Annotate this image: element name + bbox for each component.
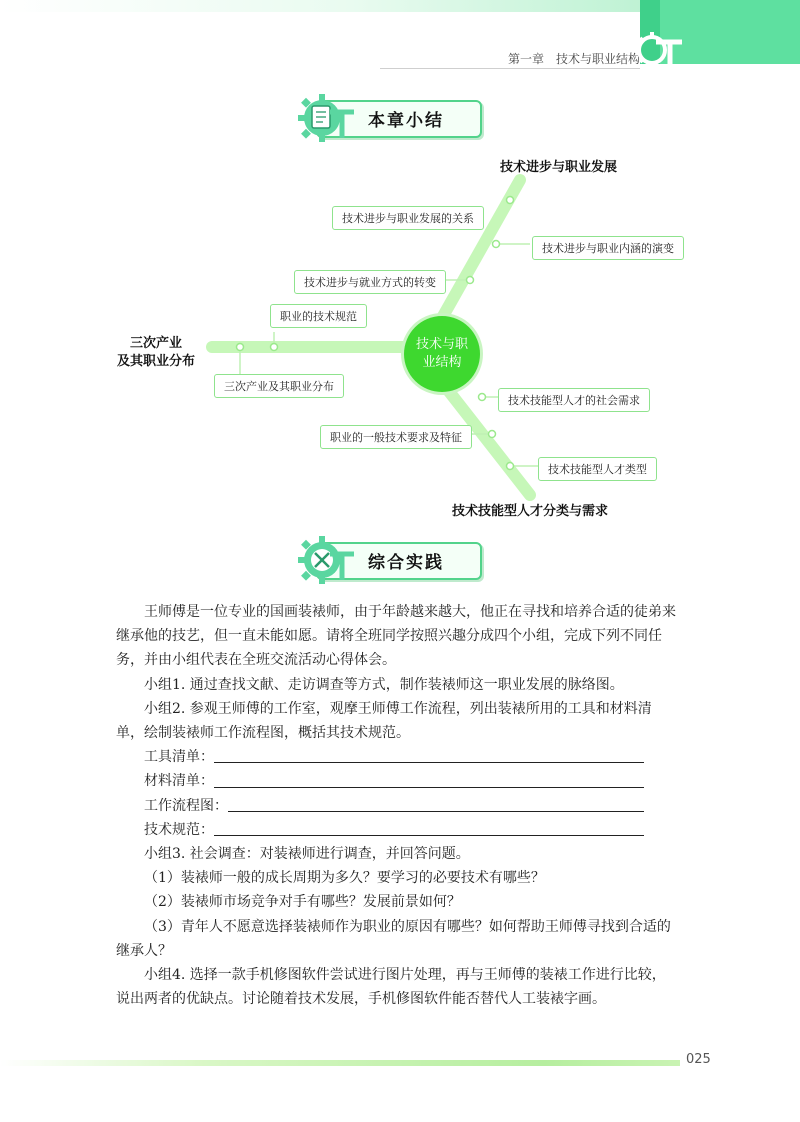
mm-node-tech-standards: 职业的技术规范 — [270, 304, 367, 328]
tools-gear-icon — [296, 534, 356, 584]
mm-node-industry-distribution: 三次产业及其职业分布 — [214, 374, 344, 398]
mm-branch-talent: 技术技能型人才分类与需求 — [452, 504, 609, 519]
field-standards-line[interactable] — [214, 835, 644, 836]
mm-center-line1: 技术与职 — [415, 337, 468, 352]
summary-title: 本章小结 — [368, 111, 444, 131]
mm-branch-tech-progress: 技术进步与职业发展 — [500, 160, 618, 175]
field-tools — [116, 745, 678, 769]
mm-branch-industry-line1: 三次产业 — [130, 336, 183, 351]
document-gear-icon — [296, 92, 356, 142]
field-workflow — [116, 794, 678, 818]
mm-center-line2: 业结构 — [422, 355, 462, 370]
footer-band — [0, 1058, 800, 1070]
practice-q3: （3）青年人不愿意选择装裱师作为职业的原因有哪些？如何帮助王师傅寻找到合适的继承人？ — [116, 918, 671, 959]
mm-node-employment-shift: 技术进步与就业方式的转变 — [294, 270, 446, 294]
header-rule — [380, 68, 640, 69]
mm-node-general-requirements: 职业的一般技术要求及特征 — [320, 425, 472, 449]
summary-banner — [296, 96, 486, 140]
practice-q2: （2）装裱师市场竞争对手有哪些？发展前景如何？ — [144, 894, 461, 911]
practice-banner — [296, 538, 486, 582]
practice-group2: 小组2. 参观王师傅的工作室，观摩王师傅工作流程，列出装裱所用的工具和材料清单，绘制装裱师工作流程图，概括其技术规范。 — [116, 700, 652, 742]
practice-group3: 小组3. 社会调查：对装裱师进行调查，并回答问题。 — [144, 845, 470, 862]
practice-title: 综合实践 — [368, 553, 444, 573]
mm-node-progress-relation: 技术进步与职业发展的关系 — [332, 206, 484, 230]
field-materials-label: 材料清单： — [144, 773, 214, 790]
practice-text — [116, 600, 678, 1011]
field-standards-label: 技术规范： — [144, 821, 214, 838]
chapter-title: 第一章 技术与职业结构 — [508, 52, 641, 66]
page-number: 025 — [686, 1052, 711, 1067]
field-workflow-label: 工作流程图： — [144, 797, 228, 814]
mm-node-talent-types: 技术技能型人才类型 — [538, 457, 657, 481]
mm-center-node — [404, 316, 480, 392]
practice-q1: （1）装裱师一般的成长周期为多久？要学习的必要技术有哪些？ — [144, 870, 545, 887]
field-tools-line[interactable] — [214, 762, 644, 763]
mm-node-progress-evolution: 技术进步与职业内涵的演变 — [532, 236, 684, 260]
practice-group4: 小组4. 选择一款手机修图软件尝试进行图片处理，再与王师傅的装裱工作进行比较，说出两者的优缺点。讨论随着技术发展，手机修图软件能否替代人工装裱字画。 — [116, 966, 666, 1008]
field-materials — [116, 769, 678, 793]
practice-intro: 王师傅是一位专业的国画装裱师，由于年龄越来越大，他正在寻找和培养合适的徒弟来继承他的技艺，但一直未能如愿。请将全班同学按照兴趣分成四个小组，完成下列不同任务，并由小组代表在全班交流活动心得体会。 — [116, 604, 676, 669]
field-workflow-line[interactable] — [228, 811, 644, 812]
field-tools-label: 工具清单： — [144, 749, 214, 766]
mm-branch-industry-line2: 及其职业分布 — [117, 354, 196, 369]
mind-map-branches — [0, 0, 800, 560]
field-materials-line[interactable] — [214, 787, 644, 788]
practice-group1: 小组1. 通过查找文献、走访调查等方式，制作装裱师这一职业发展的脉络图。 — [144, 676, 624, 693]
mm-node-social-demand: 技术技能型人才的社会需求 — [498, 388, 650, 412]
gear-logo-icon — [634, 28, 688, 68]
field-standards — [116, 818, 678, 842]
